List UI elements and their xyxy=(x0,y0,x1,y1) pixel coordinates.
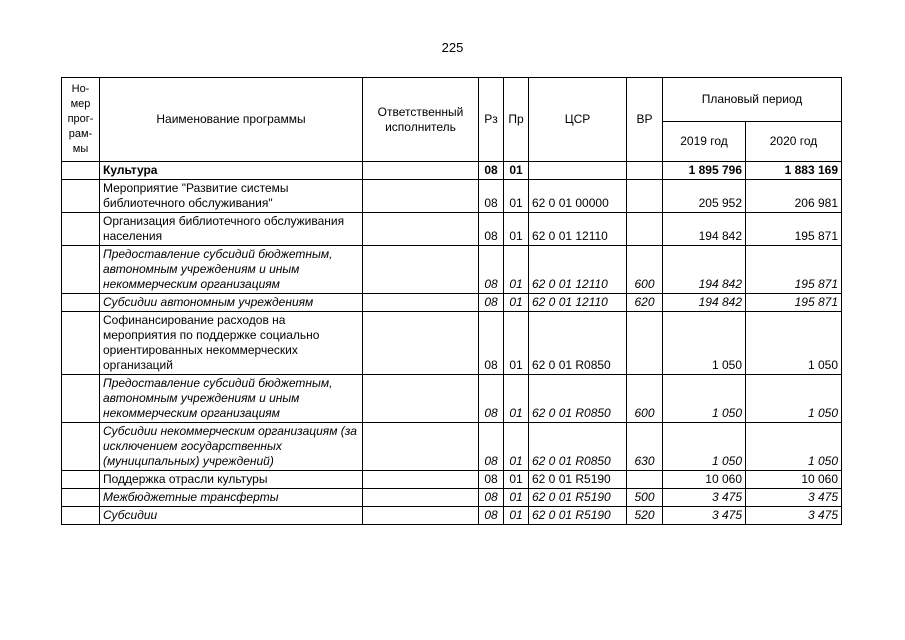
cell-vr: 500 xyxy=(627,489,663,507)
table-row xyxy=(62,423,842,471)
cell-program-number xyxy=(62,489,100,507)
cell-csr: 62 0 01 12110 xyxy=(529,213,627,246)
table-row xyxy=(62,180,842,213)
cell-pr: 01 xyxy=(504,213,529,246)
cell-rz: 08 xyxy=(479,375,504,423)
cell-csr: 62 0 01 12110 xyxy=(529,294,627,312)
cell-vr: 620 xyxy=(627,294,663,312)
cell-amount-2020: 1 050 xyxy=(746,312,842,375)
cell-rz: 08 xyxy=(479,312,504,375)
cell-program-name: Субсидии автономным учреждениям xyxy=(100,294,363,312)
cell-csr: 62 0 01 R5190 xyxy=(529,489,627,507)
cell-csr xyxy=(529,162,627,180)
cell-program-number xyxy=(62,213,100,246)
cell-amount-2020: 206 981 xyxy=(746,180,842,213)
page-number: 225 xyxy=(441,40,464,55)
budget-table xyxy=(61,77,842,525)
cell-responsible xyxy=(363,471,479,489)
cell-program-number xyxy=(62,180,100,213)
header-year-2019: 2019 год xyxy=(663,122,746,162)
cell-rz: 08 xyxy=(479,294,504,312)
cell-program-name: Предоставление субсидий бюджетным, автономным учреждениям и иным некоммерческим организациям xyxy=(100,246,363,294)
header-program-number-text: Но- мер прог- рам- мы xyxy=(67,83,94,155)
cell-csr: 62 0 01 R0850 xyxy=(529,423,627,471)
cell-vr: 600 xyxy=(627,375,663,423)
header-vr: ВР xyxy=(627,78,663,162)
cell-pr: 01 xyxy=(504,375,529,423)
header-year-2020: 2020 год xyxy=(746,122,842,162)
cell-amount-2020: 195 871 xyxy=(746,246,842,294)
cell-amount-2020: 10 060 xyxy=(746,471,842,489)
cell-amount-2019: 1 050 xyxy=(663,423,746,471)
cell-pr: 01 xyxy=(504,162,529,180)
cell-program-number xyxy=(62,246,100,294)
cell-amount-2020: 3 475 xyxy=(746,489,842,507)
table-row xyxy=(62,312,842,375)
cell-program-number xyxy=(62,507,100,525)
table-row xyxy=(62,489,842,507)
cell-amount-2019: 3 475 xyxy=(663,489,746,507)
table-body xyxy=(62,162,842,525)
cell-amount-2020: 1 050 xyxy=(746,375,842,423)
cell-amount-2020: 1 050 xyxy=(746,423,842,471)
cell-amount-2020: 1 883 169 xyxy=(746,162,842,180)
cell-program-number xyxy=(62,162,100,180)
cell-program-number xyxy=(62,471,100,489)
cell-program-name: Субсидии xyxy=(100,507,363,525)
cell-csr: 62 0 01 12110 xyxy=(529,246,627,294)
cell-rz: 08 xyxy=(479,162,504,180)
cell-program-name: Субсидии некоммерческим организациям (за исключением государственных (муниципальных) учреждений) xyxy=(100,423,363,471)
table-row xyxy=(62,162,842,180)
cell-program-number xyxy=(62,375,100,423)
cell-pr: 01 xyxy=(504,423,529,471)
cell-pr: 01 xyxy=(504,507,529,525)
cell-program-name: Мероприятие "Развитие системы библиотечного обслуживания" xyxy=(100,180,363,213)
cell-vr: 520 xyxy=(627,507,663,525)
header-planning-period: Плановый период xyxy=(663,78,842,122)
cell-vr xyxy=(627,312,663,375)
cell-pr: 01 xyxy=(504,180,529,213)
cell-program-number xyxy=(62,294,100,312)
cell-amount-2019: 10 060 xyxy=(663,471,746,489)
cell-amount-2020: 195 871 xyxy=(746,294,842,312)
cell-amount-2019: 194 842 xyxy=(663,213,746,246)
cell-program-name: Культура xyxy=(100,162,363,180)
header-program-name: Наименование программы xyxy=(100,78,363,162)
cell-vr xyxy=(627,471,663,489)
cell-program-number xyxy=(62,312,100,375)
header-csr: ЦСР xyxy=(529,78,627,162)
cell-vr xyxy=(627,162,663,180)
header-pr: Пр xyxy=(504,78,529,162)
cell-responsible xyxy=(363,507,479,525)
cell-rz: 08 xyxy=(479,423,504,471)
table-header xyxy=(62,78,842,162)
cell-program-name: Предоставление субсидий бюджетным, автономным учреждениям и иным некоммерческим организациям xyxy=(100,375,363,423)
cell-csr: 62 0 01 00000 xyxy=(529,180,627,213)
table-row xyxy=(62,507,842,525)
cell-amount-2019: 194 842 xyxy=(663,246,746,294)
cell-amount-2020: 3 475 xyxy=(746,507,842,525)
cell-vr: 630 xyxy=(627,423,663,471)
cell-amount-2019: 194 842 xyxy=(663,294,746,312)
cell-csr: 62 0 01 R0850 xyxy=(529,375,627,423)
cell-vr: 600 xyxy=(627,246,663,294)
cell-responsible xyxy=(363,423,479,471)
cell-pr: 01 xyxy=(504,294,529,312)
cell-pr: 01 xyxy=(504,246,529,294)
cell-pr: 01 xyxy=(504,489,529,507)
cell-program-name: Организация библиотечного обслуживания населения xyxy=(100,213,363,246)
cell-program-name: Софинансирование расходов на мероприятия по поддержке социально ориентированных некоммерческих организаций xyxy=(100,312,363,375)
cell-vr xyxy=(627,180,663,213)
cell-rz: 08 xyxy=(479,489,504,507)
cell-responsible xyxy=(363,162,479,180)
cell-responsible xyxy=(363,375,479,423)
cell-amount-2019: 1 050 xyxy=(663,375,746,423)
table-row xyxy=(62,471,842,489)
cell-csr: 62 0 01 R5190 xyxy=(529,507,627,525)
cell-responsible xyxy=(363,489,479,507)
cell-csr: 62 0 01 R0850 xyxy=(529,312,627,375)
cell-rz: 08 xyxy=(479,246,504,294)
cell-responsible xyxy=(363,246,479,294)
header-rz: Рз xyxy=(479,78,504,162)
table-row xyxy=(62,294,842,312)
cell-responsible xyxy=(363,294,479,312)
header-program-number xyxy=(62,78,100,162)
cell-program-name: Поддержка отрасли культуры xyxy=(100,471,363,489)
header-responsible: Ответственный исполнитель xyxy=(363,78,479,162)
table-row xyxy=(62,246,842,294)
cell-responsible xyxy=(363,213,479,246)
cell-pr: 01 xyxy=(504,312,529,375)
cell-amount-2019: 1 895 796 xyxy=(663,162,746,180)
table-row xyxy=(62,213,842,246)
cell-rz: 08 xyxy=(479,180,504,213)
table-row xyxy=(62,375,842,423)
cell-rz: 08 xyxy=(479,471,504,489)
cell-amount-2019: 1 050 xyxy=(663,312,746,375)
cell-responsible xyxy=(363,312,479,375)
cell-rz: 08 xyxy=(479,213,504,246)
cell-csr: 62 0 01 R5190 xyxy=(529,471,627,489)
cell-amount-2019: 3 475 xyxy=(663,507,746,525)
cell-program-name: Межбюджетные трансферты xyxy=(100,489,363,507)
cell-pr: 01 xyxy=(504,471,529,489)
cell-responsible xyxy=(363,180,479,213)
cell-vr xyxy=(627,213,663,246)
cell-program-number xyxy=(62,423,100,471)
cell-rz: 08 xyxy=(479,507,504,525)
cell-amount-2020: 195 871 xyxy=(746,213,842,246)
cell-amount-2019: 205 952 xyxy=(663,180,746,213)
